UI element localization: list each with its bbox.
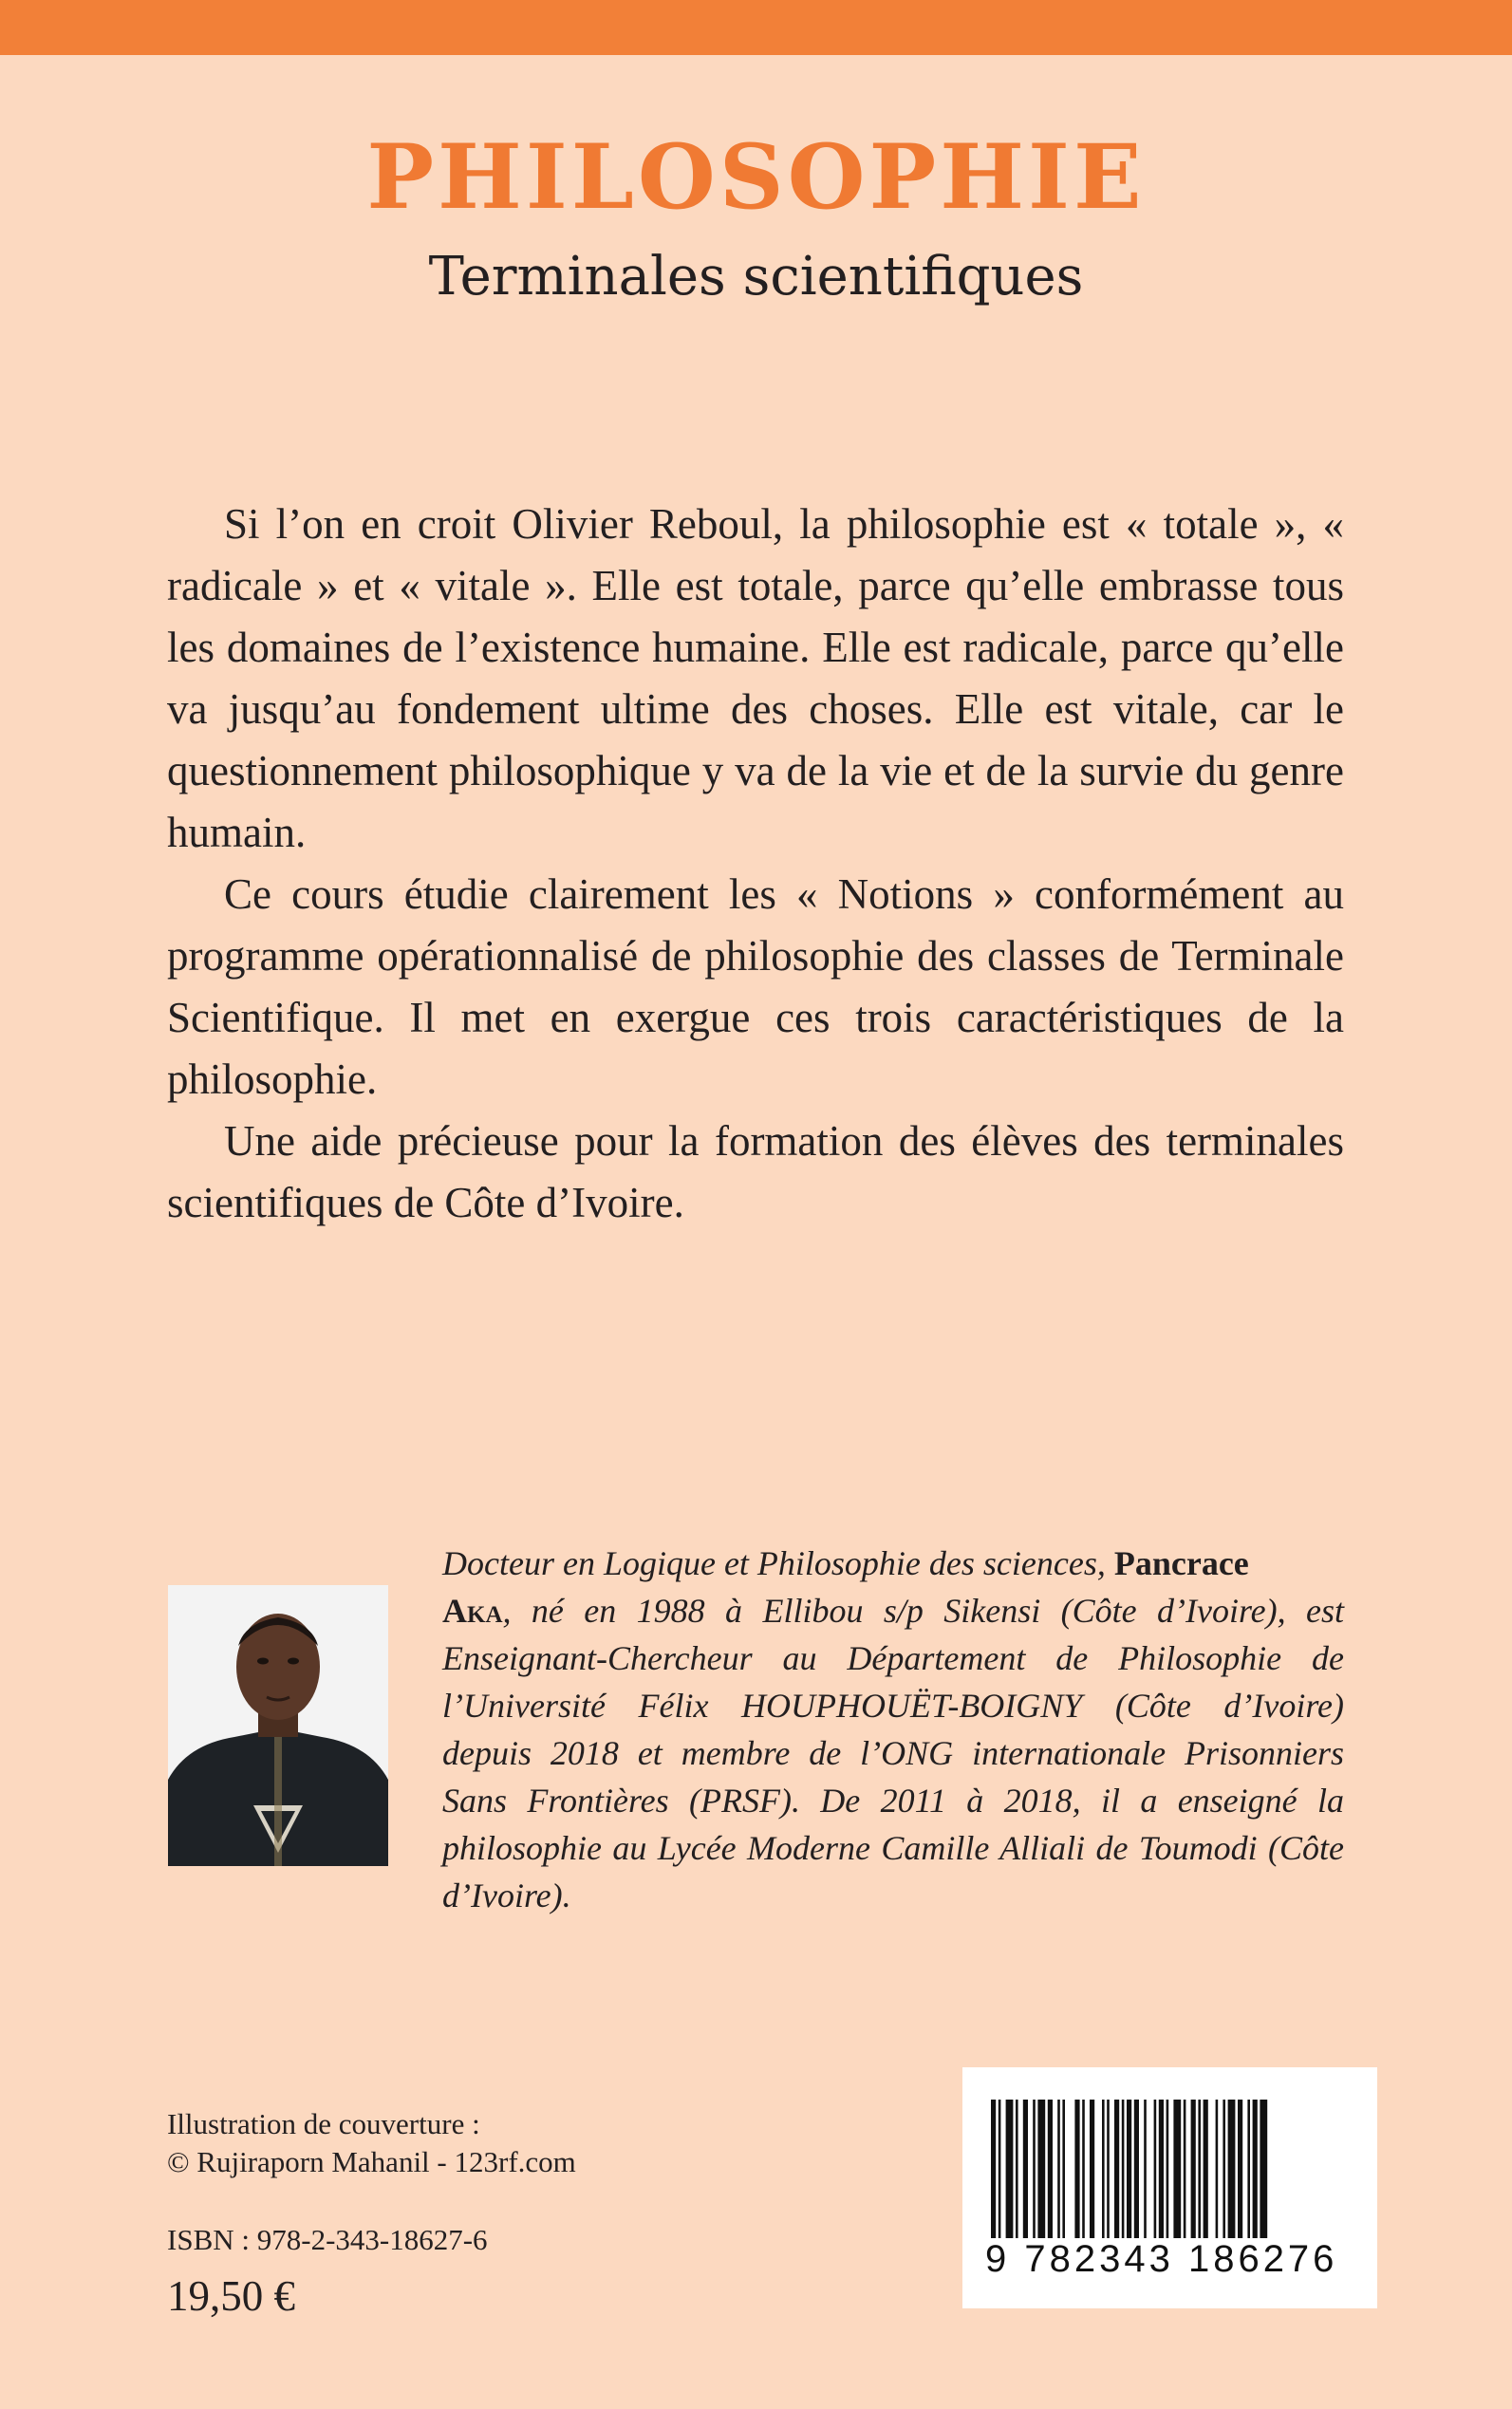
book-subtitle: Terminales scientifiques — [428, 246, 1084, 308]
barcode-bar — [1223, 2100, 1225, 2238]
author-portrait — [168, 1585, 388, 1866]
barcode-bar — [1016, 2100, 1018, 2238]
isbn-text: ISBN : 978-2-343-18627-6 — [167, 2223, 488, 2256]
barcode-bar — [1122, 2100, 1125, 2238]
author-bio — [442, 1540, 1344, 1919]
blurb-paragraph: Une aide précieuse pour la formation des élèves des terminales scientifiques de Côte d’Ivoire. — [167, 1117, 1344, 1226]
barcode-bar — [1062, 2100, 1065, 2238]
barcode-bar — [1144, 2100, 1147, 2238]
cover-header — [0, 125, 1512, 308]
illustration-credits — [167, 2105, 576, 2181]
bio-intro: Docteur en Logique et Philosophie des sciences, — [442, 1544, 1106, 1582]
barcode-bar — [1191, 2100, 1196, 2238]
barcode-bar — [1102, 2100, 1105, 2238]
bio-rest: , né en 1988 à Ellibou s/p Sikensi (Côte d’Ivoire), est Enseignant-Chercheur au Département de Philosophie de l’Université Félix HOUPHOUËT-BOIGNY (Côte d’Ivoire) depuis 2018 et membre de l’ONG internationale Prisonniers Sans Frontières (PRSF). De 2011 à 2018, il a enseigné la philosophie au Lycée Moderne Camille Alliali de Toumodi (Côte d’Ivoire). — [442, 1592, 1344, 1914]
barcode-bar — [1260, 2100, 1267, 2238]
barcode-bar — [1198, 2100, 1201, 2238]
barcode-bars-icon — [991, 2100, 1349, 2238]
barcode-bar — [1057, 2100, 1060, 2238]
author-photo-icon — [168, 1585, 388, 1866]
barcode-bar — [1048, 2100, 1053, 2238]
barcode-bar — [1023, 2100, 1028, 2238]
barcode-bar — [1154, 2100, 1157, 2238]
barcode-bar — [1082, 2100, 1085, 2238]
barcode-bar — [1159, 2100, 1164, 2238]
back-cover-blurb — [167, 494, 1344, 1234]
barcode-bar — [1253, 2100, 1258, 2238]
barcode-bar — [1238, 2100, 1242, 2238]
barcode-bar — [1228, 2100, 1236, 2238]
blurb-paragraph: Si l’on en croit Olivier Reboul, la philosophie est « totale », « radicale » et « vitale ». Elle est totale, parce qu’elle embrasse tous les domaines de l’existence humaine. Elle est radicale, parce qu’elle va jusqu’au fondement ultime des choses. Elle est vitale, car le questionnement philosophique y va de la vie et de la survie du genre humain. — [167, 500, 1344, 856]
top-color-band — [0, 0, 1512, 55]
barcode-bar — [1167, 2100, 1169, 2238]
barcode-bar — [1074, 2100, 1079, 2238]
barcode-digits: 9 782343 186276 — [985, 2238, 1338, 2280]
barcode-bar — [1033, 2100, 1036, 2238]
price-text: 19,50 € — [167, 2272, 295, 2320]
barcode-bar — [1173, 2100, 1181, 2238]
author-last-name: Aka — [442, 1592, 503, 1630]
barcode — [962, 2067, 1377, 2308]
illustration-credit: © Rujiraporn Mahanil - 123rf.com — [167, 2145, 576, 2178]
author-first-name: Pancrace — [1113, 1544, 1249, 1582]
illustration-label: Illustration de couverture : — [167, 2107, 480, 2140]
barcode-bar — [999, 2100, 1001, 2238]
barcode-bar — [1134, 2100, 1139, 2238]
barcode-bar — [1090, 2100, 1094, 2238]
barcode-bar — [991, 2100, 996, 2238]
barcode-bar — [1184, 2100, 1186, 2238]
barcode-bar — [1247, 2100, 1250, 2238]
barcode-bar — [1037, 2100, 1045, 2238]
barcode-bar — [1216, 2100, 1219, 2238]
barcode-bar — [1107, 2100, 1110, 2238]
book-title: PHILOSOPHIE — [366, 125, 1146, 230]
blurb-paragraph: Ce cours étudie clairement les « Notions » conformément au programme opérationnalisé de philosophie des classes de Terminale Scientifique. Il met en exergue ces trois caractéristiques de la philosophie. — [167, 870, 1344, 1103]
barcode-bar — [1204, 2100, 1208, 2238]
barcode-bar — [1006, 2100, 1014, 2238]
barcode-bar — [1114, 2100, 1119, 2238]
barcode-bar — [1127, 2100, 1131, 2238]
